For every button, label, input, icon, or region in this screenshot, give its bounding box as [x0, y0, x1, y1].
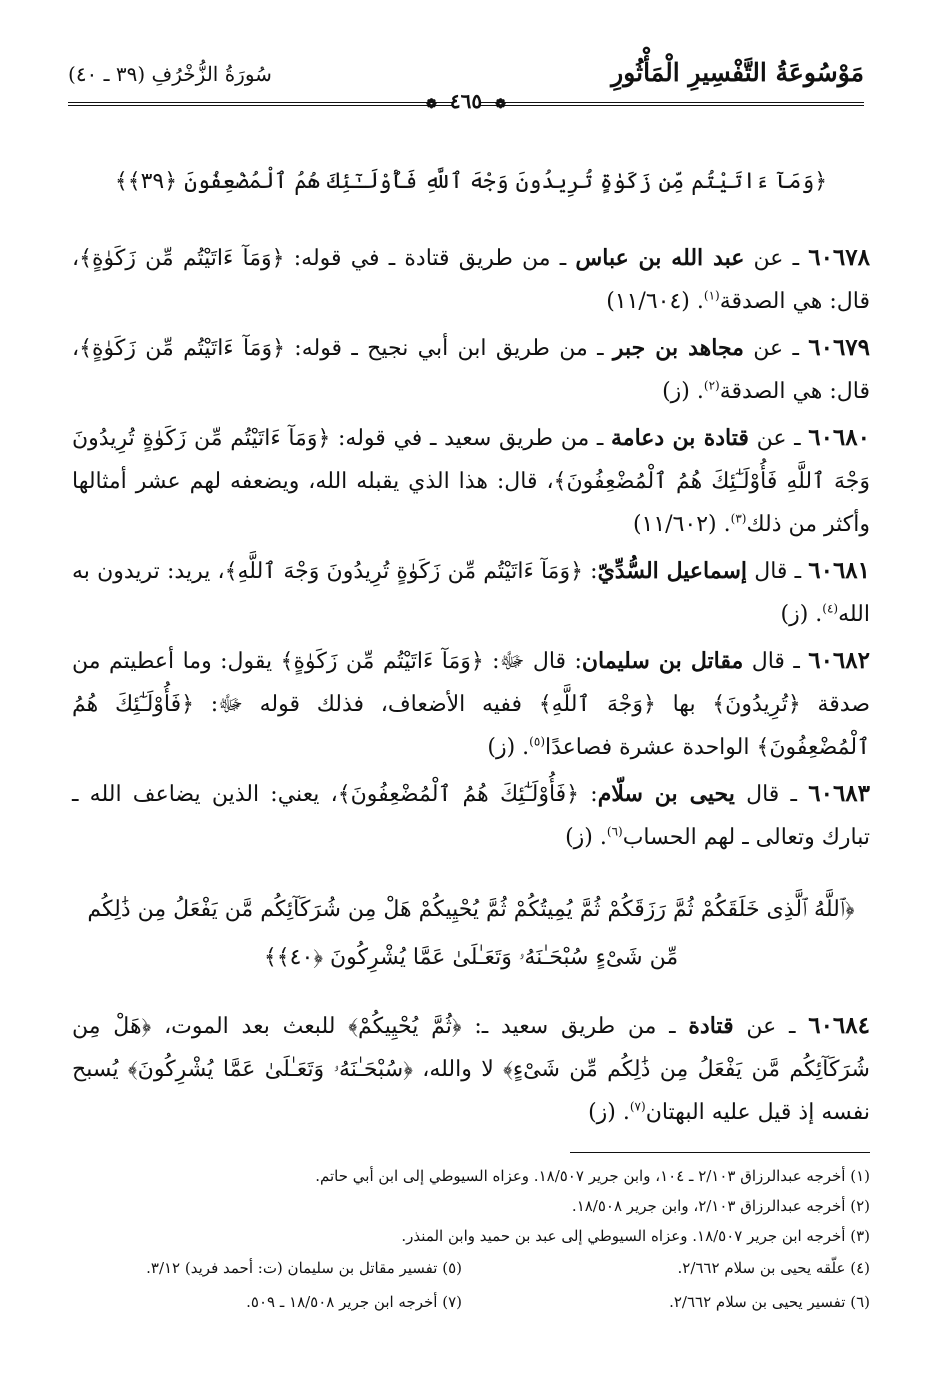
footnote-ref[interactable]: (٥) [529, 734, 545, 749]
page-number-box [68, 89, 864, 113]
surah-label [68, 62, 272, 86]
entry-prefix: ـ عن [733, 1014, 796, 1039]
entry [72, 549, 870, 636]
book-title: مَوْسُوعَةُ التَّفْسِيرِ الْمَأْثُورِ [611, 58, 864, 87]
entry-number: ٦٠٦٨٤ [808, 1012, 870, 1039]
entry-prefix: ـ قال [747, 559, 802, 584]
entry-number: ٦٠٦٧٨ [808, 244, 870, 271]
narrator-name: قتادة بن دعامة [611, 425, 749, 451]
entry-source: . (١١/٦٠٤) [606, 289, 704, 314]
narrator-name: مجاهد بن جبر [612, 335, 744, 361]
entry-text: : ﴿وَمَآ ءَاتَيْتُم مِّن زَكَوٰةٍ تُرِيدُونَ وَجْهَ ٱللَّهِ﴾، يريد: تريدون به الله [72, 559, 870, 627]
footnote-ref[interactable]: (٧) [629, 1099, 646, 1114]
footnote-3: (٣) أخرجه ابن جرير ١٨/٥٠٧. وعزاه السيوطي إلى عبد بن حميد وابن المنذر. [401, 1227, 870, 1245]
entry-number: ٦٠٦٧٩ [808, 334, 871, 361]
entry-source: . (ز) [588, 1100, 630, 1125]
footnote-1: (١) أخرجه عبدالرزاق ٢/١٠٣ ـ ١٠٤، وابن جرير ١٨/٥٠٧. وعزاه السيوطي إلى ابن أبي حاتم. [315, 1167, 870, 1185]
footnote-4: (٤) علّقه يحيى بن سلام ٢/٦٦٢. [677, 1259, 870, 1277]
entry-prefix: ـ عن [744, 246, 800, 271]
entry-text: : ﴿فَأُوْلَـٰٓئِكَ هُمُ ٱلْمُضْعِفُونَ﴾، يعني: الذين يضاعف الله ـ تبارك وتعالى ـ لهم الحساب [72, 782, 870, 850]
narrator-name: إسماعيل السُّدِّيّ [597, 558, 748, 584]
entry-source: . (ز) [662, 379, 704, 404]
entry-source: . (ز) [780, 602, 823, 627]
footnote-ref[interactable]: (٦) [606, 824, 623, 839]
entry-source: . (١١/٦٠٢) [632, 512, 731, 537]
entry-number: ٦٠٦٨٢ [808, 647, 870, 674]
entry [72, 236, 870, 323]
entry [72, 416, 870, 546]
footnote-ref[interactable]: (٣) [730, 511, 747, 526]
page-number: ٤٦٥ [449, 89, 483, 113]
entry-number: ٦٠٦٨٠ [808, 424, 870, 451]
entry-prefix: ـ عن [748, 426, 801, 451]
ornament-icon: ❁ [495, 97, 506, 112]
entry [72, 639, 870, 769]
entry-source: . (ز) [487, 735, 530, 760]
entry [72, 772, 870, 859]
header-rule [68, 89, 864, 113]
ornament-icon: ❁ [426, 97, 437, 112]
footnote-2: (٢) أخرجه عبدالرزاق ٢/١٠٣، وابن جرير ١٨/٥٠٨. [571, 1197, 870, 1215]
narrator-name: عبد الله بن عباس [575, 245, 745, 271]
entry-prefix: ـ قال [743, 649, 800, 674]
entry [72, 326, 870, 413]
entries-list [72, 236, 870, 862]
surah-name: سُورَةُ الزُّخْرُفِ [151, 62, 272, 86]
footnote-divider [570, 1152, 870, 1153]
narrator-name: يحيى بن سلّام [597, 781, 735, 807]
entry-text: ـ من طريق قتادة ـ في قوله: ﴿وَمَآ ءَاتَيْتُم مِّن زَكَوٰةٍ﴾، قال: هي الصدقة [72, 246, 870, 314]
quran-verse-40: ﴿ٱللَّهُ ٱلَّذِى خَلَقَكُمْ ثُمَّ رَزَقَكُمْ ثُمَّ يُمِيتُكُمْ ثُمَّ يُحْيِيكُمْ هَلْ مِن شُرَكَآئِكُم مَّن يَفْعَلُ مِن ذَٰلِكُم مِّن شَىْءٍ سُبْحَـٰنَهُۥ وَتَعَـٰلَىٰ عَمَّا يُشْرِكُونَ ﴿٤٠﴾﴾ [87, 897, 855, 970]
quran-verse-39: ﴿وَمَآ ءَاتَيْتُم مِّن زَكَوٰةٍ تُرِيدُونَ وَجْهَ ٱللَّهِ فَأُوْلَـٰٓئِكَ هُمُ ٱلْمُضْعِفُونَ ﴿٣٩﴾﴾ [114, 169, 828, 194]
footnote-7: (٧) أخرجه ابن جرير ١٨/٥٠٨ ـ ٥٠٩. [246, 1293, 462, 1311]
footnote-ref[interactable]: (٢) [703, 378, 720, 393]
entry [72, 1004, 870, 1134]
entry-prefix: ـ عن [743, 336, 799, 361]
entry-text: : قال ﷻ: ﴿وَمَآ ءَاتَيْتُم مِّن زَكَوٰةٍ﴾ يقول: وما أعطيتم من صدقة ﴿تُرِيدُونَ﴾ بها ﴿وَجْهَ ٱللَّهِ﴾ ففيه الأضعاف، فذلك قوله ﷻ: ﴿فَأُوْلَـٰٓئِكَ هُمُ ٱلْمُضْعِفُونَ﴾ الواحدة عشرة فصاعدًا [72, 649, 870, 760]
entry-prefix: ـ قال [734, 782, 797, 807]
footnote-ref[interactable]: (٤) [822, 601, 839, 616]
narrator-name: مقاتل بن سليمان [581, 648, 744, 674]
entry-number: ٦٠٦٨٣ [808, 780, 871, 807]
narrator-name: قتادة [688, 1013, 734, 1039]
entry-text: ـ من طريق سعيد ـ في قوله: ﴿وَمَآ ءَاتَيْتُم مِّن زَكَوٰةٍ تُرِيدُونَ وَجْهَ ٱللَّهِ فَأُوْلَـٰٓئِكَ هُمُ ٱلْمُضْعِفُونَ﴾، قال: هذا الذي يقبله الله، ويضعفه لهم عشر أمثالها وأكثر من ذلك [72, 426, 870, 537]
footnote-ref[interactable]: (١) [703, 288, 720, 303]
entry-number: ٦٠٦٨١ [808, 557, 871, 584]
entry-text: ـ من طريق سعيد ـ: ﴿ثُمَّ يُحْيِيكُمْ﴾ للبعث بعد الموت، ﴿هَلْ مِن شُرَكَآئِكُم مَّن يَفْعَلُ مِن ذَٰلِكُم مِّن شَىْءٍ﴾ لا والله، ﴿سُبْحَـٰنَهُۥ وَتَعَـٰلَىٰ عَمَّا يُشْرِكُونَ﴾ يُسبح نفسه إذ قيل عليه البهتان [72, 1014, 870, 1125]
verse-range: (٣٩ ـ ٤٠) [68, 62, 146, 86]
entry-text: ـ من طريق ابن أبي نجيح ـ قوله: ﴿وَمَآ ءَاتَيْتُم مِّن زَكَوٰةٍ﴾، قال: هي الصدقة [72, 336, 870, 404]
entry-source: . (ز) [565, 825, 607, 850]
footnote-5: (٥) تفسير مقاتل بن سليمان (ت: أحمد فريد) ٣/١٢. [146, 1259, 462, 1277]
footnote-6: (٦) تفسير يحيى بن سلام ٢/٦٦٢. [669, 1293, 870, 1311]
